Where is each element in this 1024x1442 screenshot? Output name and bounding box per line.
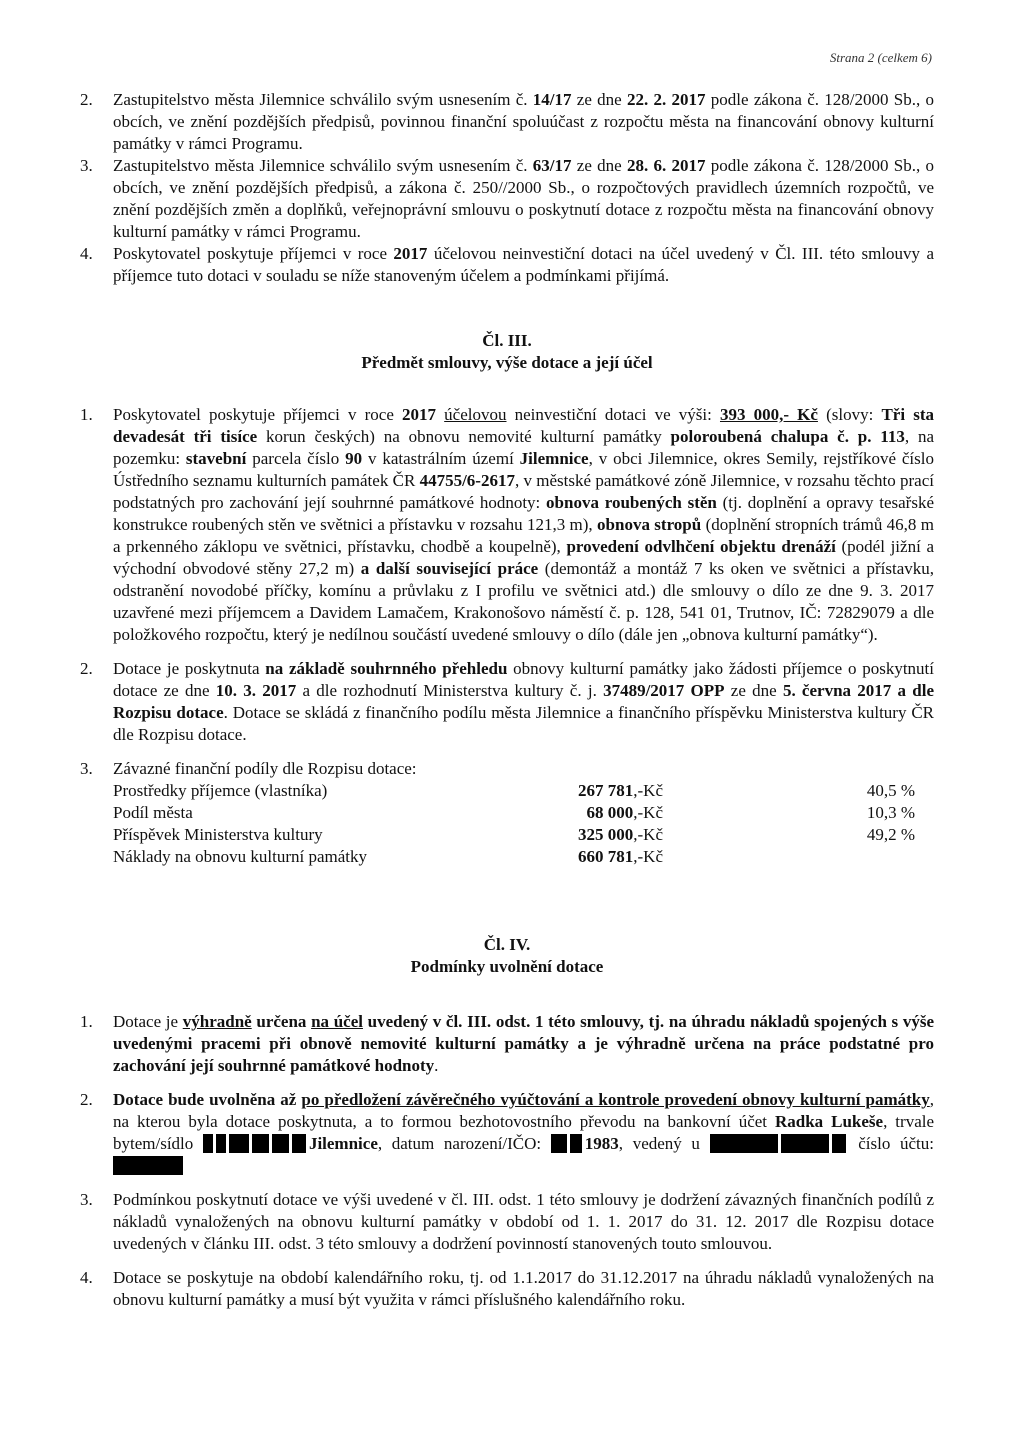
intro-list bbox=[80, 89, 934, 287]
article-4-item-3 bbox=[80, 1189, 934, 1255]
article-3-item-1 bbox=[80, 404, 934, 646]
financial-row: Podíl města 68 000,-Kč 10,3 % bbox=[113, 803, 915, 822]
redaction-block bbox=[216, 1134, 226, 1153]
item-number: 1. bbox=[80, 1012, 93, 1031]
article-3-item-2 bbox=[80, 658, 934, 746]
item-text: Dotace se poskytuje na období kalendářního roku, tj. od 1.1.2017 do 31.12.2017 na úhradu nákladů vynaložených na obnovu kulturní památky a musí být využita v rámci příslušného kalendářního roku. bbox=[113, 1268, 934, 1309]
item-text: Zastupitelstvo města Jilemnice schválilo svým usnesením č. 63/17 ze dne 28. 6. 2017 podle zákona č. 128/2000 Sb., o obcích, ve znění pozdějších předpisů, a zákona č. 250//2000 Sb., o rozpočtových pravidlech územních rozpočtů, ve znění pozdějších změn a doplňků, veřejnoprávní smlouvu o poskytnutí dotace z rozpočtu města na financování obnovy kulturní památky v rámci Programu. bbox=[113, 156, 935, 241]
redaction-block bbox=[113, 1156, 183, 1175]
article-4 bbox=[80, 934, 934, 1311]
redaction-block bbox=[229, 1134, 249, 1153]
item-number: 1. bbox=[80, 405, 93, 424]
item-text: Poskytovatel poskytuje příjemci v roce 2017 účelovou neinvestiční dotaci ve výši: 393 000,- Kč (slovy: Tři sta devadesát tři tisíce korun českých) na obnovu nemovité kulturní památky poloroubená chalupa č. p. 113, na pozemku: stavební parcela číslo 90 v katastrálním území Jilemnice, v obci Jilemnice, okres Semily, rejstříkové číslo Ústředního seznamu kulturních památek ČR 44755/6-2617, v městské památkové zóně Jilemnice, v rozsahu těchto prací podstatných pro zachování její souhrnné památkové hodnoty: obnova roubených stěn (tj. doplnění a opravy tesařské konstrukce roubených stěn ve světnici a přístavku v rozsahu 121,3 m), obnova stropů (doplnění stropních trámů 46,8 m a prkenného záklopu ve světnici, přístavku, chodbě a koupelně), provedení odvlhčení objektu drenáží (podél jižní a východní obvodové stěny 27,2 m) a další související práce (demontáž a montáž 7 ks oken ve světnici a přístavku, odstranění novodobé příčky, komínu a průvlaku z I profilu ve světnici atd.) dle smlouvy o dílo ze dne 9. 3. 2017 uzavřené mezi příjemcem a Davidem Lamačem, Krakonošovo náměstí č. p. 128, 541 01, Trutnov, IČ: 72829079 a dle položkového rozpočtu, který je nedílnou součástí uvedené smlouvy o dílo (dále jen „obnova kulturní památky“). bbox=[113, 405, 934, 644]
intro-item-2 bbox=[80, 89, 934, 155]
article-3-item-3 bbox=[80, 758, 934, 868]
item-number: 2. bbox=[80, 659, 93, 678]
item-number: 3. bbox=[80, 759, 93, 778]
article-4-subtitle: Podmínky uvolnění dotace bbox=[410, 957, 604, 976]
redaction-block bbox=[570, 1134, 582, 1153]
item-text: Podmínkou poskytnutí dotace ve výši uvedené v čl. III. odst. 1 této smlouvy je dodržení závazných finančních podílů z nákladů vynaložených na obnovu kulturní památky v období od 1. 1. 2017 do 31. 12. 2017 dle Rozpisu dotace uvedených v článku III. odst. 3 této smlouvy a dodržení povinností stanovených touto smlouvou. bbox=[113, 1190, 934, 1253]
item-number: 4. bbox=[80, 244, 93, 263]
article-4-title: Čl. IV. bbox=[483, 935, 531, 954]
article-4-item-1 bbox=[80, 1011, 934, 1077]
item-number: 4. bbox=[80, 1268, 93, 1287]
financial-row: Náklady na obnovu kulturní památky 660 781,-Kč bbox=[113, 847, 663, 866]
financial-row: Prostředky příjemce (vlastníka) 267 781,-Kč 40,5 % bbox=[113, 781, 915, 800]
redaction-block bbox=[203, 1134, 213, 1153]
page-number: Strana 2 (celkem 6) bbox=[829, 50, 932, 65]
financial-shares bbox=[113, 758, 934, 868]
article-4-list bbox=[80, 1011, 934, 1311]
item-text: Dotace je výhradně určena na účel uvedený v čl. III. odst. 1 této smlouvy, tj. na úhradu nákladů spojených s výše uvedenými pracemi při obnově nemovité kulturní památky a je výhradně určena na práce podstatné pro zachování její souhrnné památkové hodnoty. bbox=[113, 1012, 934, 1075]
item-text: Dotace je poskytnuta na základě souhrnného přehledu obnovy kulturní památky jako žádosti příjemce o poskytnutí dotace ze dne 10. 3. 2017 a dle rozhodnutí Ministerstva kultury č. j. 37489/2017 OPP ze dne 5. června 2017 a dle Rozpisu dotace. Dotace se skládá z finančního podílu města Jilemnice a finančního příspěvku Ministerstva kultury ČR dle Rozpisu dotace. bbox=[113, 659, 935, 744]
redaction-block bbox=[832, 1134, 846, 1153]
intro-item-4 bbox=[80, 243, 934, 287]
item-number: 2. bbox=[80, 1090, 93, 1109]
redaction-block bbox=[252, 1134, 269, 1153]
intro-item-3 bbox=[80, 155, 934, 243]
redaction-block bbox=[292, 1134, 306, 1153]
financial-shares-intro: Závazné finanční podíly dle Rozpisu dotace: bbox=[113, 759, 417, 778]
article-3-list bbox=[80, 404, 934, 868]
item-number: 3. bbox=[80, 156, 93, 175]
article-3 bbox=[80, 330, 934, 868]
article-4-item-2 bbox=[80, 1089, 934, 1177]
redaction-block bbox=[710, 1134, 778, 1153]
item-number: 3. bbox=[80, 1190, 93, 1209]
financial-row: Příspěvek Ministerstva kultury 325 000,-Kč 49,2 % bbox=[113, 825, 915, 844]
item-text: Poskytovatel poskytuje příjemci v roce 2017 účelovou neinvestiční dotaci na účel uvedený v Čl. III. této smlouvy a příjemce tuto dotaci v souladu se níže stanoveným účelem a podmínkami přijímá. bbox=[113, 244, 934, 285]
redaction-block bbox=[781, 1134, 829, 1153]
item-text: Dotace bude uvolněna až po předložení závěrečného vyúčtování a kontrole provedení obnovy kulturní památky, na kterou byla dotace poskytnuta, a to formou bezhotovostního převodu na bankovní účet Radka Lukeše, trvale bytem/sídlo Jilemnice, datum narození/IČO: 1983, vedený u číslo účtu: bbox=[113, 1089, 934, 1177]
item-number: 2. bbox=[80, 90, 93, 109]
article-3-title: Čl. III. bbox=[482, 331, 532, 350]
redaction-block bbox=[551, 1134, 567, 1153]
article-4-item-4 bbox=[80, 1267, 934, 1311]
item-text: Zastupitelstvo města Jilemnice schválilo svým usnesením č. 14/17 ze dne 22. 2. 2017 podle zákona č. 128/2000 Sb., o obcích, ve znění pozdějších předpisů, povinnou finanční spoluúčast z rozpočtu města na financování obnovy kulturní památky v rámci Programu. bbox=[113, 90, 935, 153]
redaction-block bbox=[272, 1134, 289, 1153]
article-3-subtitle: Předmět smlouvy, výše dotace a její účel bbox=[361, 353, 653, 372]
